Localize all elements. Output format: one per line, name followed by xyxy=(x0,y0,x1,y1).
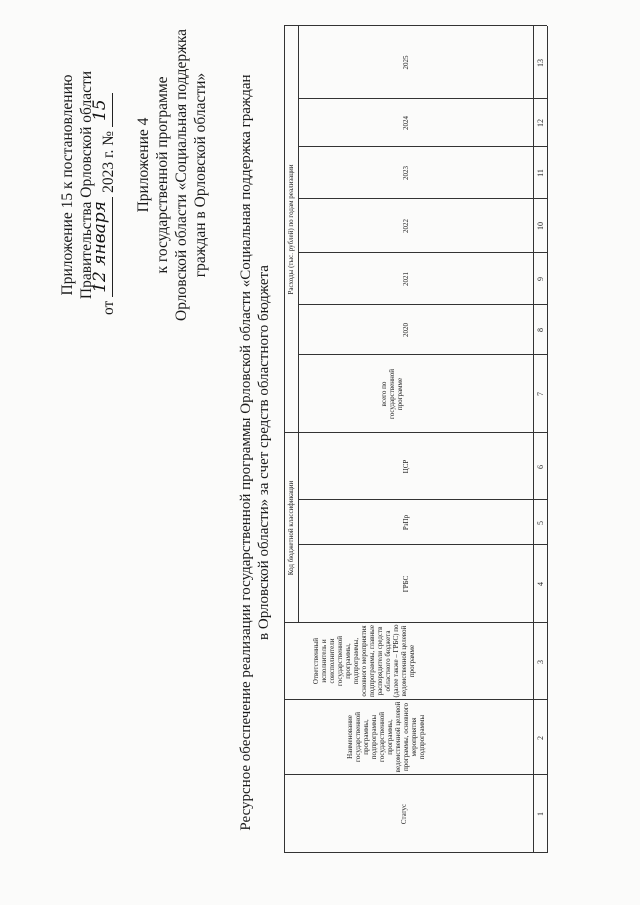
col-executor: Ответственный исполнитель и соисполнители государственной программы, подпрограммы, основного мероприятия подпрограммы, главные распорядители средств областного бюджета (далее также – ГРБС) по ведомственной целевой программе xyxy=(312,624,416,698)
resolution-prefix: от xyxy=(100,300,117,315)
col-number-2: 2 xyxy=(536,736,545,740)
col-name: Наименование государственной программы, подпрограммы государственной программы, ведомственной целевой программы, основного мероприятия подпрограммы xyxy=(346,701,426,773)
col-number-10: 10 xyxy=(536,222,545,230)
resolution-year: 2023 г. № xyxy=(100,130,117,193)
resolution-line-2: Правительства Орловской области xyxy=(78,70,95,300)
appendix-line-2: к государственной программе xyxy=(154,76,171,274)
col-year-2023: 2023 xyxy=(402,166,410,180)
header-budget-codes: Код бюджетной классификации xyxy=(287,480,295,576)
col-status: Статус xyxy=(400,803,408,825)
col-number-3: 3 xyxy=(536,660,545,664)
col-number-11: 11 xyxy=(536,169,545,177)
col-year-2022: 2022 xyxy=(402,219,410,233)
col-number-8: 8 xyxy=(536,328,545,332)
document-title-line-2: в Орловской области» за счет средств областного бюджета xyxy=(256,265,272,640)
appendix-line-3: Орловской области «Социальная поддержка xyxy=(173,29,190,321)
col-number-7: 7 xyxy=(536,392,545,396)
col-year-2025: 2025 xyxy=(402,55,410,70)
col-number-13: 13 xyxy=(536,59,545,67)
col-number-9: 9 xyxy=(536,277,545,281)
col-number-1: 1 xyxy=(536,812,545,816)
col-year-2021: 2021 xyxy=(402,272,410,286)
appendix-line-4: граждан в Орловской области» xyxy=(192,72,209,278)
col-year-2020: 2020 xyxy=(402,323,410,337)
appendix-line-1: Приложение 4 xyxy=(135,117,152,213)
col-csr: ЦСР xyxy=(402,459,410,474)
col-year-2024: 2024 xyxy=(402,116,410,130)
document-title-line-1: Ресурсное обеспечение реализации государственной программы Орловской области «Социальная поддержка граждан xyxy=(238,74,254,831)
handwritten-date: 12 января xyxy=(90,201,110,293)
handwritten-number: 15 xyxy=(90,99,110,122)
header-expenses: Расходы (тыс. рублей) по годам реализации xyxy=(287,164,295,295)
col-number-6: 6 xyxy=(536,465,545,469)
col-number-5: 5 xyxy=(536,521,545,525)
resolution-line-1: Приложение 15 к постановлению xyxy=(59,74,76,296)
col-total: всего по государственной программе xyxy=(380,369,404,419)
col-number-4: 4 xyxy=(536,582,545,586)
col-grbs: ГРБС xyxy=(402,575,410,593)
col-rzpr: РзПр xyxy=(402,514,410,531)
col-number-12: 12 xyxy=(536,119,545,127)
